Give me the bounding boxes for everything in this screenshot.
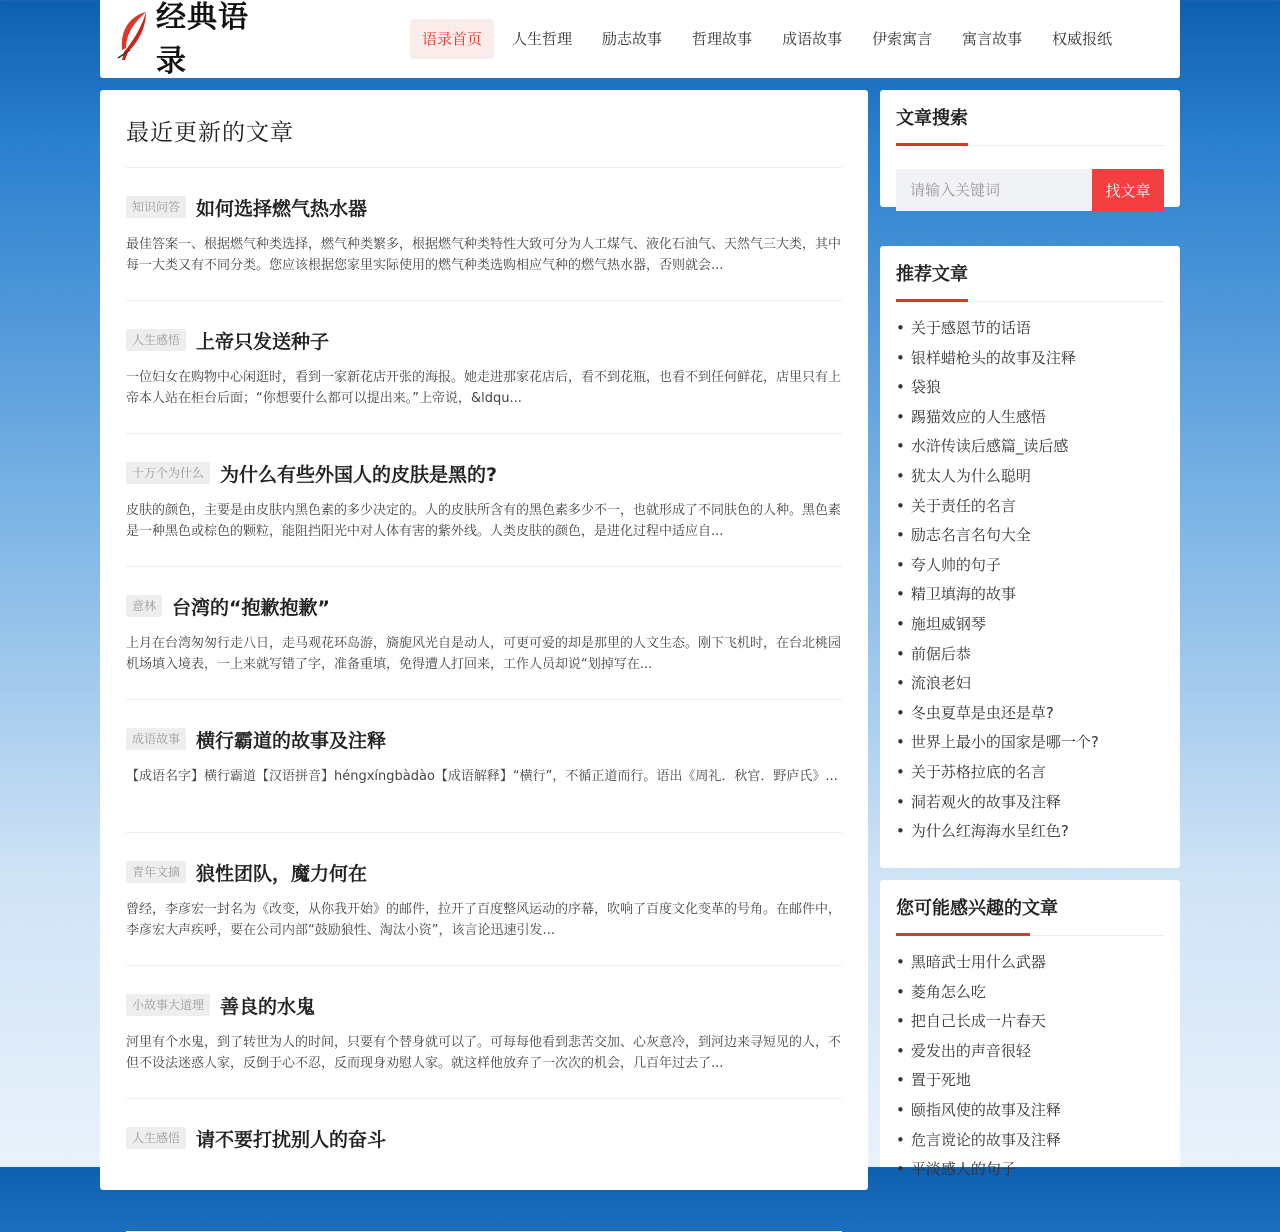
- article-tag[interactable]: 成语故事: [126, 728, 186, 750]
- search-box-title: 文章搜索: [896, 108, 968, 129]
- recommended-item[interactable]: • 银样蜡枪头的故事及注释: [896, 344, 1164, 374]
- interest-item[interactable]: • 平淡感人的句子: [896, 1155, 1164, 1185]
- nav-item-newspapers[interactable]: 权威报纸: [1052, 30, 1113, 48]
- search-box: [880, 90, 1180, 207]
- article-title-link[interactable]: 善良的水鬼: [220, 995, 316, 1018]
- recommended-item[interactable]: • 前倨后恭: [896, 640, 1164, 670]
- interest-title: 您可能感兴趣的文章: [896, 898, 1058, 919]
- title-underline: [896, 299, 968, 302]
- article-tag[interactable]: 十万个为什么: [126, 462, 210, 484]
- nav-item-inspirational[interactable]: 励志故事: [602, 30, 663, 48]
- recommended-list: [896, 302, 1164, 847]
- article-tag[interactable]: 小故事大道理: [126, 994, 210, 1016]
- interest-item[interactable]: • 黑暗武士用什么武器: [896, 948, 1164, 978]
- nav-item-aesop[interactable]: 伊索寓言: [872, 30, 933, 48]
- interest-item[interactable]: • 置于死地: [896, 1066, 1164, 1096]
- article-item: [126, 301, 842, 434]
- article-summary: [126, 1165, 842, 1207]
- recommended-item[interactable]: • 犹太人为什么聪明: [896, 462, 1164, 492]
- article-summary: 皮肤的颜色，主要是由皮肤内黑色素的多少决定的。人的皮肤所含有的黑色素多少不一，也就形成了不同肤色的人种。黑色素是一种黑色或棕色的颗粒，能阻挡阳光中对人体有害的紫外线。人类皮肤的颜色，是进化过程中适应自...: [126, 503, 842, 539]
- recommended-item[interactable]: • 为什么红海海水呈红色?: [896, 817, 1164, 847]
- interest-box: [880, 880, 1180, 1179]
- site-header: [100, 0, 1180, 78]
- article-item: [126, 1099, 842, 1232]
- article-item: [126, 700, 842, 833]
- article-title-link[interactable]: 请不要打扰别人的奋斗: [196, 1128, 387, 1151]
- article-title-link[interactable]: 台湾的“抱歉抱歉”: [172, 596, 330, 619]
- search-button[interactable]: 找文章: [1092, 169, 1164, 211]
- logo-text: 经典语录: [156, 0, 249, 79]
- recommended-item[interactable]: • 冬虫夏草是虫还是草?: [896, 699, 1164, 729]
- article-summary: 曾经，李彦宏一封名为《改变，从你我开始》的邮件，拉开了百度整风运动的序幕，吹响了百度文化变革的号角。在邮件中，李彦宏大声疾呼，要在公司内部“鼓励狼性、淘汰小资”，该言论迅速引发...: [126, 902, 842, 938]
- page-title: 最近更新的文章: [126, 90, 842, 168]
- recommended-item[interactable]: • 袋狼: [896, 373, 1164, 403]
- article-summary: 一位妇女在购物中心闲逛时，看到一家新花店开张的海报。她走进那家花店后，看不到花瓶，也看不到任何鲜花，店里只有上帝本人站在柜台后面；“你想要什么都可以提出来。”上帝说，&ldqu...: [126, 370, 842, 406]
- article-tag[interactable]: 人生感悟: [126, 329, 186, 351]
- recent-articles-panel: [100, 90, 868, 1190]
- search-input[interactable]: [896, 169, 1092, 211]
- recommended-item[interactable]: • 关于责任的名言: [896, 492, 1164, 522]
- interest-item[interactable]: • 把自己长成一片春天: [896, 1007, 1164, 1037]
- title-underline: [896, 933, 1030, 936]
- interest-list: [896, 936, 1164, 1185]
- title-underline: [896, 143, 968, 146]
- recommended-item[interactable]: • 励志名言名句大全: [896, 521, 1164, 551]
- article-item: [126, 434, 842, 567]
- interest-item[interactable]: • 爱发出的声音很轻: [896, 1037, 1164, 1067]
- recommended-item[interactable]: • 洞若观火的故事及注释: [896, 788, 1164, 818]
- article-tag[interactable]: 知识问答: [126, 196, 186, 218]
- article-tag[interactable]: 意林: [126, 595, 162, 617]
- recommended-box: [880, 246, 1180, 868]
- recommended-item[interactable]: • 世界上最小的国家是哪一个?: [896, 728, 1164, 758]
- interest-item[interactable]: • 菱角怎么吃: [896, 978, 1164, 1008]
- recommended-item[interactable]: • 夸人帅的句子: [896, 551, 1164, 581]
- recommended-item[interactable]: • 施坦威钢琴: [896, 610, 1164, 640]
- article-summary: 上月在台湾匆匆行走八日，走马观花环岛游，旖旎风光自是动人，可更可爱的却是那里的人文生态。刚下飞机时，在台北桃园机场填入境表，一上来就写错了字，准备重填，免得遭人打回来，工作人员却说“划掉写在...: [126, 636, 842, 672]
- recommended-item[interactable]: • 水浒传读后感篇_读后感: [896, 432, 1164, 462]
- recommended-item[interactable]: • 踢猫效应的人生感悟: [896, 403, 1164, 433]
- article-tag[interactable]: 人生感悟: [126, 1127, 186, 1149]
- article-item: [126, 168, 842, 301]
- article-title-link[interactable]: 如何选择燃气热水器: [196, 197, 368, 220]
- nav-item-idiom-stories[interactable]: 成语故事: [782, 30, 843, 48]
- recommended-item[interactable]: • 关于苏格拉底的名言: [896, 758, 1164, 788]
- article-summary: 河里有个水鬼，到了转世为人的时间，只要有个替身就可以了。可每每他看到悲苦交加、心灰意冷，到河边来寻短见的人，不但不设法迷惑人家，反倒于心不忍，反而现身劝慰人家。就这样他放弃了一次次的机会，几百年过去了...: [126, 1035, 842, 1071]
- article-item: [126, 567, 842, 700]
- article-summary: 【成语名字】横行霸道【汉语拼音】héngxíngbàdào【成语解释】“横行”，不循正道而行。语出《周礼．秋官．野庐氏》...: [126, 769, 838, 784]
- nav-item-fables[interactable]: 寓言故事: [962, 30, 1023, 48]
- article-tag[interactable]: 青年文摘: [126, 861, 186, 883]
- interest-item[interactable]: • 颐指风使的故事及注释: [896, 1096, 1164, 1126]
- recommended-item[interactable]: • 关于感恩节的话语: [896, 314, 1164, 344]
- feather-icon: [116, 10, 154, 62]
- nav-item-home[interactable]: 语录首页: [410, 19, 494, 59]
- article-title-link[interactable]: 横行霸道的故事及注释: [196, 729, 387, 752]
- recommended-title: 推荐文章: [896, 264, 968, 285]
- nav-item-philosophy-stories[interactable]: 哲理故事: [692, 30, 753, 48]
- recommended-item[interactable]: • 精卫填海的故事: [896, 580, 1164, 610]
- recommended-item[interactable]: • 流浪老妇: [896, 669, 1164, 699]
- article-title-link[interactable]: 狼性团队，魔力何在: [196, 862, 368, 885]
- interest-item[interactable]: • 危言谠论的故事及注释: [896, 1126, 1164, 1156]
- article-title-link[interactable]: 为什么有些外国人的皮肤是黑的?: [220, 463, 498, 486]
- article-item: [126, 833, 842, 966]
- nav-item-life-philosophy[interactable]: 人生哲理: [512, 30, 573, 48]
- site-logo[interactable]: [116, 0, 276, 79]
- article-summary: 最佳答案一、根据燃气种类选择，燃气种类繁多，根据燃气种类特性大致可分为人工煤气、液化石油气、天然气三大类，其中每一大类又有不同分类。您应该根据您家里实际使用的燃气种类选购相应气种的燃气热水器，否则就会...: [126, 237, 842, 273]
- article-title-link[interactable]: 上帝只发送种子: [196, 330, 330, 353]
- main-nav: [410, 19, 1130, 59]
- article-item: [126, 966, 842, 1099]
